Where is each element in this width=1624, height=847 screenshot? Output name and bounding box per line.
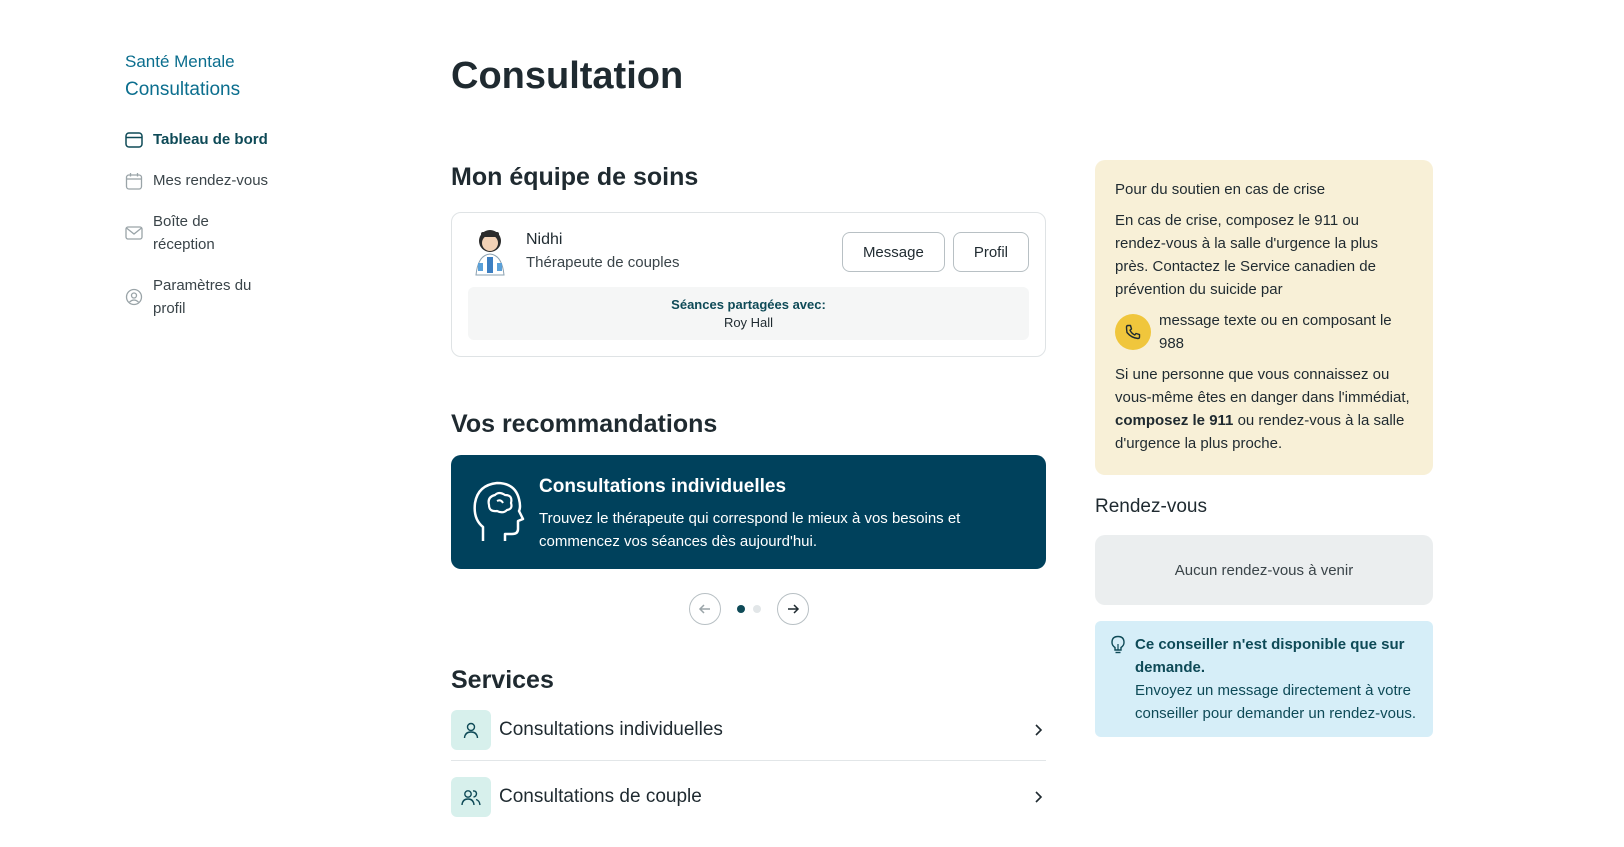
services-title: Services bbox=[451, 666, 554, 694]
shared-sessions-name: Roy Hall bbox=[723, 315, 774, 330]
care-team-title: Mon équipe de soins bbox=[451, 163, 699, 191]
main-content bbox=[451, 50, 1046, 833]
carousel-next-button[interactable] bbox=[777, 593, 809, 625]
service-item-couple[interactable] bbox=[451, 761, 1046, 833]
crisis-emergency-text-a: Si une personne que vous connaissez ou vous-même êtes en danger dans l'immédiat, bbox=[1115, 366, 1410, 406]
recommendations-title: Vos recommandations bbox=[451, 410, 718, 438]
head-brain-icon bbox=[469, 479, 525, 543]
carousel-controls bbox=[451, 593, 1046, 625]
appointments-empty-state: Aucun rendez-vous à venir bbox=[1095, 535, 1433, 605]
sidebar-item-label: Tableau de bord bbox=[153, 131, 268, 148]
crisis-title: Pour du soutien en cas de crise bbox=[1115, 181, 1326, 198]
page-title: Consultation bbox=[451, 55, 684, 97]
recommendation-description: Trouvez le thérapeute qui correspond le mieux à vos besoins et commencez vos séances dès aujourd'hui. bbox=[539, 510, 961, 550]
chevron-right-icon bbox=[1030, 722, 1046, 738]
recommendation-card[interactable] bbox=[451, 455, 1046, 569]
counselor-info-panel bbox=[1095, 621, 1433, 737]
brand-line-2: Consultations bbox=[125, 79, 241, 100]
sidebar-item-label: Mes rendez-vous bbox=[153, 172, 269, 189]
arrow-right-icon bbox=[786, 602, 800, 616]
carousel-prev-button[interactable] bbox=[689, 593, 721, 625]
counselor-info-title: Ce conseiller n'est disponible que sur demande. bbox=[1135, 636, 1405, 676]
brand-line-1: Santé Mentale bbox=[125, 52, 235, 71]
sidebar-item-profile-settings[interactable] bbox=[125, 274, 325, 320]
carousel-dot-1[interactable] bbox=[737, 605, 745, 613]
sidebar-item-label: Paramètres du profil bbox=[153, 277, 252, 317]
dashboard-icon bbox=[125, 131, 143, 149]
service-item-label: Consultations de couple bbox=[499, 786, 702, 807]
user-circle-icon bbox=[125, 288, 143, 306]
carousel-dots bbox=[737, 605, 761, 613]
mail-icon bbox=[125, 224, 143, 242]
sidebar bbox=[125, 48, 325, 338]
crisis-emergency-bold: composez le 911 bbox=[1115, 412, 1234, 429]
crisis-phone-text: message texte ou en composant le 988 bbox=[1159, 312, 1392, 352]
person-icon bbox=[451, 710, 491, 750]
crisis-support-panel bbox=[1095, 160, 1433, 475]
shared-sessions-label: Séances partagées avec: bbox=[671, 297, 826, 312]
lightbulb-icon bbox=[1109, 635, 1127, 655]
sidebar-item-dashboard[interactable] bbox=[125, 128, 325, 151]
message-button[interactable]: Message bbox=[842, 232, 945, 272]
sidebar-item-inbox[interactable] bbox=[125, 210, 325, 256]
right-column bbox=[1095, 160, 1433, 737]
care-member-role: Thérapeute de couples bbox=[526, 254, 680, 271]
shared-sessions bbox=[468, 287, 1029, 340]
avatar bbox=[468, 227, 512, 277]
people-icon bbox=[451, 777, 491, 817]
counselor-info-text: Envoyez un message directement à votre conseiller pour demander un rendez-vous. bbox=[1135, 682, 1416, 722]
chevron-right-icon bbox=[1030, 789, 1046, 805]
care-team-card bbox=[451, 212, 1046, 357]
brand-logo[interactable] bbox=[125, 48, 325, 104]
calendar-icon bbox=[125, 172, 143, 190]
sidebar-nav bbox=[125, 128, 325, 320]
carousel-dot-2[interactable] bbox=[753, 605, 761, 613]
sidebar-item-label: Boîte de réception bbox=[153, 213, 215, 253]
care-member-name: Nidhi bbox=[526, 231, 563, 248]
crisis-text: En cas de crise, composez le 911 ou rendez-vous à la salle d'urgence la plus près. Contactez le Service canadien de prévention du suicide par bbox=[1115, 212, 1379, 298]
sidebar-item-appointments[interactable] bbox=[125, 169, 325, 192]
arrow-left-icon bbox=[698, 602, 712, 616]
service-item-individual[interactable] bbox=[451, 699, 1046, 761]
crisis-emergency-text-b: ou rendez-vous à la salle d'urgence la plus proche. bbox=[1115, 412, 1405, 452]
service-item-label: Consultations individuelles bbox=[499, 718, 723, 740]
phone-icon[interactable] bbox=[1115, 314, 1151, 350]
appointments-title: Rendez-vous bbox=[1095, 496, 1207, 517]
profile-button[interactable]: Profil bbox=[953, 232, 1029, 272]
crisis-emergency-text bbox=[1115, 363, 1413, 455]
recommendation-title: Consultations individuelles bbox=[539, 476, 787, 497]
